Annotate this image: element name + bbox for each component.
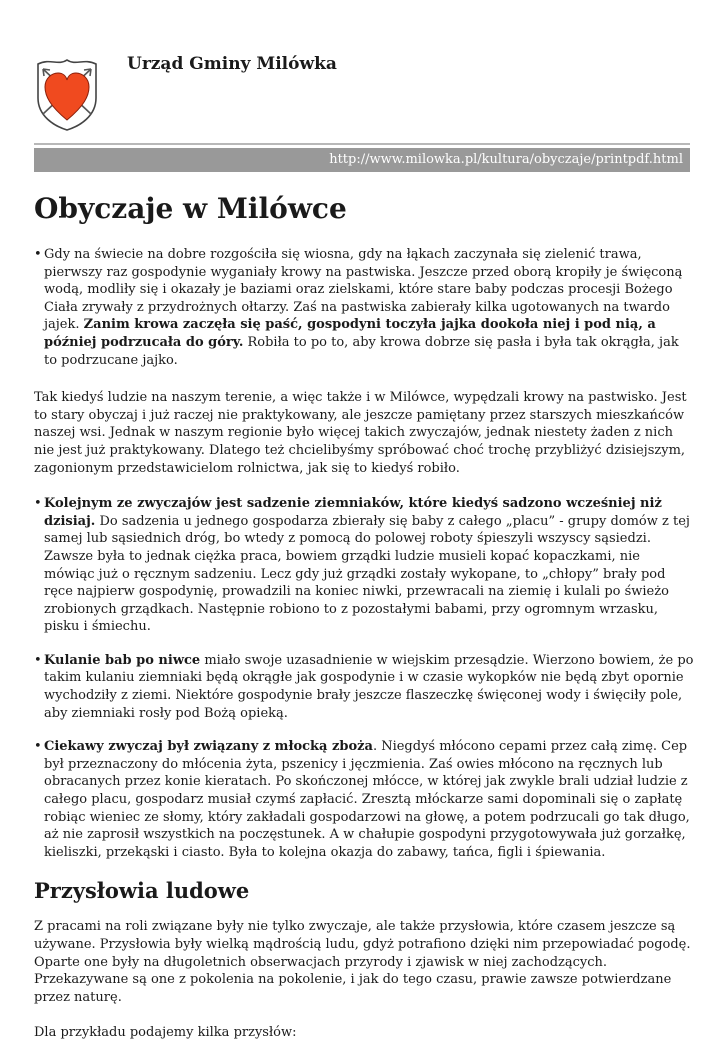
list-item — [34, 738, 694, 861]
list-item — [34, 495, 694, 636]
list-item — [34, 246, 694, 369]
item-text: Gdy na świecie na dobre rozgościła się wiosna, gdy na łąkach zaczynała się zielenić trawa, pierwszy raz gospodynie wyganiały krowy na pastwiska. Jeszcze przed oborą kropiły je święconą wodą, modliły się i okazały je baziami oraz zielskami, które stare baby podczas procesji Bożego Ciała zrywały z przydrożnych ołtarzy. Zaś na pastwiska zabierały kilka ugotowanych na twardo jajek. — [44, 247, 683, 333]
shield-with-heart-and-arrows-icon — [34, 56, 100, 132]
bullet-list-2 — [34, 495, 694, 861]
paragraph: Tak kiedyś ludzie na naszym terenie, a więc także i w Milówce, wypędzali krowy na pastwisko. Jest to stary obyczaj i już raczej nie praktykowany, ale jeszcze pamiętany przez starszych mieszkańców naszej wsi. Jednak w naszym regionie było więcej takich zwyczajów, jednak niestety żaden z nich nie jest już praktykowany. Dlatego też chcielibyśmy spróbować choć trochę przybliżyć dzisiejszym, zagonionym przedstawicielom rolnictwa, jak się to kiedyś robiło. — [34, 390, 687, 476]
item-text: Do sadzenia u jednego gospodarza zbierały się baby z całego „placu” - grupy domów z tej samej lub sąsiednich dróg, bo wtedy z pomocą do polowej roboty śpieszyli wszyscy sąsiedzi. Zawsze była to jednak ciężka praca, bowiem grządki ludzie musieli kopać kopaczkami, nie mówiąc już o ręcznym sadzeniu. Lecz gdy już grządki zostały wykopane, to „chłopy” brały pod ręce najpierw gospodynię, prowadzili na koniec niwki, przewracali na ziemię i kulali po świeżo zrobionych grządkach. Następnie robiono to z pozostałymi babami, przy ogromnym wrzasku, pisku i śmiechu. — [44, 513, 690, 635]
item-text: miało swoje uzasadnienie w wiejskim przesądzie. Wierzono bowiem, że po takim kulaniu ziemniaki będą okrągłe jak gospodynie i w czasie wykopków nie będą zbyt opornie wychodziły z ziemi. Niektóre gospodynie brały jeszcze flaszeczkę święconej wody i święciły pole, aby ziemniaki rosły pod Bożą opieką. — [44, 652, 694, 721]
paragraph: Dla przykładu podajemy kilka przysłów: — [34, 1025, 297, 1041]
item-text: Robiła to po to, aby krowa dobrze się pasła i była tak okrągła, jak to podrzucane jajko. — [44, 334, 679, 368]
item-bold-text: Kolejnym ze zwyczajów jest sadzenie ziemniaków, które kiedyś sadzono wcześniej niż dzisiaj. — [44, 496, 662, 529]
header-divider — [34, 143, 690, 145]
section-title: Przysłowia ludowe — [34, 878, 250, 904]
item-bold-text: Ciekawy zwyczaj był związany z młocką zboża — [44, 739, 373, 755]
list-item — [34, 652, 694, 722]
item-text: . Niegdyś młócono cepami przez całą zimę. Cep był przeznaczony do młócenia żyta, pszenicy i jęczmienia. Zaś owies młócono na ręcznych lub obracanych przez konie kieratach. Po skończonej młócce, w której jak zwykle brali udział ludzie z całego placu, gospodarz musiał czymś zapłacić. Zresztą młóckarze sami dopominali się o zapłatę robiąc wieniec ze słomy, który zakładali gospodarzowi na głowę, a potem podrzucali go tak długo, aż nie zaprosił wszystkich na poczęstunek. A w chałupie gospodyni przygotowywała już gorzałkę, kieliszki, przekąski i ciasto. Była to kolejna okazja do zabawy, tańca, figli i śpiewania. — [44, 739, 690, 860]
page-url[interactable]: http://www.milowka.pl/kultura/obyczaje/printpdf.html — [329, 152, 683, 167]
item-bold-text: Kulanie bab po niwce — [44, 652, 201, 668]
page-title: Obyczaje w Milówce — [34, 192, 347, 225]
article — [34, 190, 694, 1060]
paragraph: Z pracami na roli związane były nie tylko zwyczaje, ale także przysłowia, które czasem jeszcze są używane. Przysłowia były wielką mądrością ludu, gdyż potrafiono dzięki nim przepowiadać pogodę. Oparte one były na długoletnich obserwacjach przyrody i zjawisk w niej zachodzących. Przekazywane są one z pokolenia na pokolenie, i jak do tego czasu, prawie zawsze potwierdzane przez naturę. — [34, 919, 691, 1005]
item-bold-text: Zanim krowa zaczęła się paść, gospodyni toczyła jajka dookoła niej i pod nią, a później podrzucała do góry. — [44, 317, 656, 350]
organization-name: Urząd Gminy Milówka — [127, 54, 337, 74]
coat-of-arms-logo — [34, 56, 100, 132]
url-bar — [34, 148, 690, 172]
bullet-list-1 — [34, 246, 694, 369]
